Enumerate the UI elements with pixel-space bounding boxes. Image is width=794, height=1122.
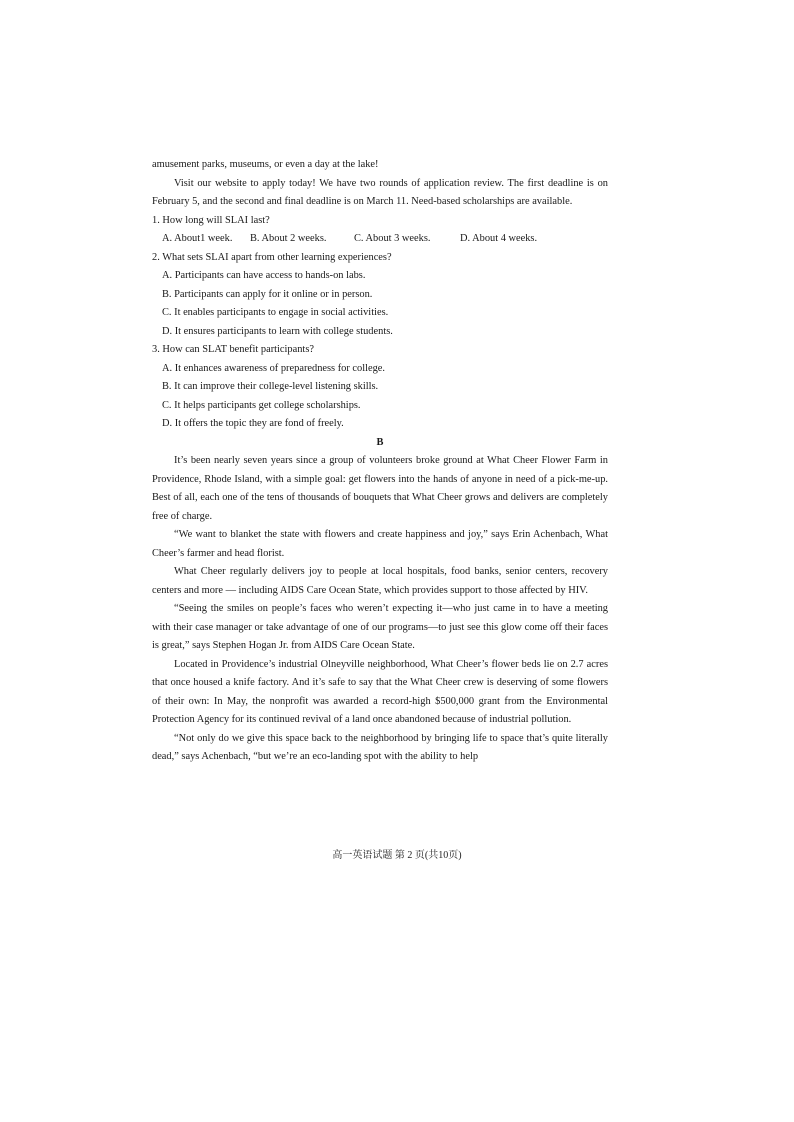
- option-b: B. Participants can apply for it online or in person.: [162, 288, 373, 300]
- question-stem: 3. How can SLAT benefit participants?: [152, 344, 314, 355]
- question-stem: 2. What sets SLAI apart from other learning experiences?: [152, 251, 392, 263]
- passage-b-paragraph: What Cheer regularly delivers joy to people at local hospitals, food banks, senior centers, recovery centers and more — including AIDS Care Ocean State, which provides support to those affected by HIV.: [152, 566, 608, 596]
- passage-b-paragraph: It’s been nearly seven years since a group of volunteers broke ground at What Cheer Flower Farm in Providence, Rhode Island, with a simple goal: get flowers into the hands of anyone in need of a pick-me-up. Best of all, each one of the tens of thousands of bouquets that What Cheer grows and delivers are completely free of charge.: [152, 455, 608, 522]
- passage-b-paragraph: “Not only do we give this space back to the neighborhood by bringing life to space that’s quite literally dead,” says Achenbach, “but we’re an eco-landing spot with the ability to help: [152, 732, 608, 762]
- passage-b-paragraph: “We want to blanket the state with flowers and create happiness and joy,” says Erin Achenbach, What Cheer’s farmer and head florist.: [152, 529, 608, 559]
- option-a: A. It enhances awareness of preparedness for college.: [162, 362, 386, 374]
- passage-b-paragraph: “Seeing the smiles on people’s faces who weren’t expecting it—who just came in to have a meeting with their case manager or take advantage of one of our programs—to just see this glow come off their faces is great,” says Stephen Hogan Jr. from AIDS Care Ocean State.: [152, 603, 608, 651]
- passage-a-paragraph: Visit our website to apply today! We have two rounds of application review. The first deadline is on February 5, and the second and final deadline is on March 11. Need-based scholarships are available.: [152, 177, 608, 207]
- option-b: B. It can improve their college-level listening skills.: [162, 381, 379, 392]
- option-c: C. It helps participants get college scholarships.: [162, 399, 361, 411]
- question-2: [152, 249, 608, 342]
- question-options: [152, 230, 608, 249]
- question-1: [152, 212, 608, 249]
- option-d: D. It offers the topic they are fond of freely.: [162, 418, 344, 429]
- passage-a-last-line: amusement parks, museums, or even a day at the lake!: [152, 159, 379, 170]
- option-c: C. It enables participants to engage in social activities.: [162, 307, 389, 318]
- option-d: D. It ensures participants to learn with college students.: [162, 325, 393, 337]
- option-c: C. About 3 weeks.: [354, 233, 431, 244]
- passage-b-paragraph: Located in Providence’s industrial Olneyville neighborhood, What Cheer’s flower beds lie on 2.7 acres that once housed a knife factory. And it’s safe to say that the What Cheer crew is deserving of some flowers of their own: In May, the nonprofit was awarded a record-high $500,000 grant from the Environmental Protection Agency for its continued revival of a land once abandoned because of industrial pollution.: [152, 658, 608, 725]
- option-b: B. About 2 weeks.: [250, 233, 327, 244]
- page-footer: 高一英语试题 第 2 页(共10页): [332, 850, 462, 861]
- question-stem: 1. How long will SLAI last?: [152, 214, 270, 226]
- option-d: D. About 4 weeks.: [460, 233, 538, 244]
- option-a: A. About1 week.: [162, 233, 233, 244]
- option-a: A. Participants can have access to hands-on labs.: [162, 270, 366, 281]
- question-3: [152, 341, 608, 434]
- page-content: [152, 156, 608, 767]
- section-b-label: B: [376, 436, 384, 448]
